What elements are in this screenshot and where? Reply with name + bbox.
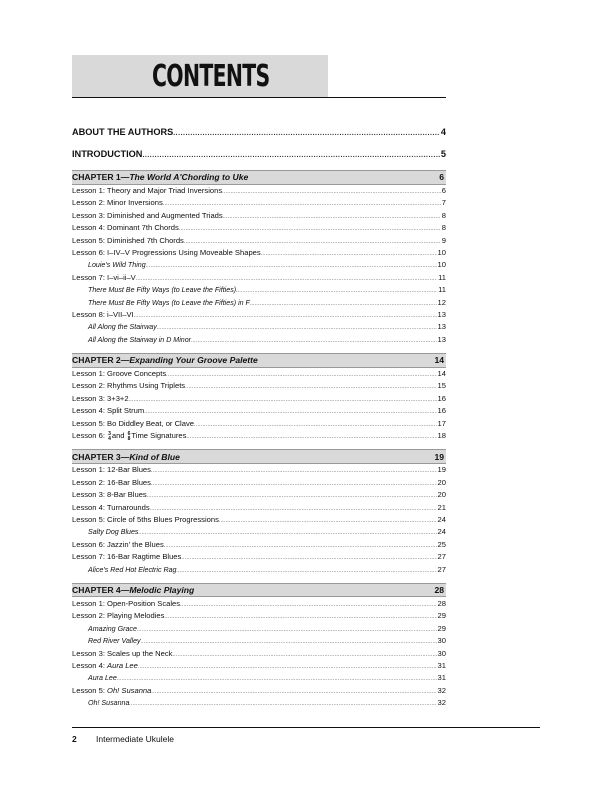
entry-label: There Must Be Fifty Ways (to Leave the Fifties) bbox=[88, 286, 237, 295]
toc-lesson[interactable] bbox=[72, 660, 446, 672]
entry-page: 9 bbox=[441, 235, 446, 245]
dot-leader bbox=[142, 144, 439, 166]
entry-label-group bbox=[72, 660, 138, 672]
entry-label: Lesson 5: Bo Diddley Beat, or Clave bbox=[72, 418, 194, 428]
chapter-heading[interactable] bbox=[72, 449, 446, 464]
chapter-prefix: CHAPTER 1— bbox=[72, 172, 130, 183]
dot-leader bbox=[172, 648, 436, 661]
entry-label-group bbox=[88, 623, 137, 635]
entry-label-group bbox=[88, 284, 236, 296]
table-of-contents bbox=[72, 122, 446, 716]
toc-lesson[interactable] bbox=[72, 685, 446, 697]
entry-label-group bbox=[88, 697, 129, 709]
entry-label-group bbox=[72, 539, 164, 551]
toc-subentry[interactable] bbox=[72, 284, 446, 296]
entry-page: 4 bbox=[440, 127, 446, 137]
entry-label: Lesson 2: Rhythms Using Triplets bbox=[72, 381, 186, 391]
entry-page: 21 bbox=[437, 502, 446, 512]
chapter-list bbox=[72, 170, 446, 709]
dot-leader bbox=[151, 685, 436, 698]
entry-label: Lesson 1: Theory and Major Triad Inversions bbox=[72, 186, 223, 195]
entry-label-group bbox=[88, 321, 157, 333]
entry-label-group bbox=[88, 564, 176, 576]
toc-subentry[interactable] bbox=[72, 334, 446, 346]
entry-label: Lesson 1: 12-Bar Blues bbox=[72, 465, 151, 475]
dot-leader bbox=[146, 259, 437, 272]
entry-label-group bbox=[72, 551, 181, 563]
entry-label: Lesson 3: Scales up the Neck bbox=[72, 648, 173, 658]
toc-subentry[interactable] bbox=[72, 635, 446, 647]
entry-page: 24 bbox=[437, 514, 446, 524]
entry-label: Lesson 3: 3+3+2 bbox=[72, 393, 129, 403]
entry-label-group bbox=[72, 464, 151, 476]
entry-page: 13 bbox=[437, 334, 446, 344]
entry-label: Lesson 6: bbox=[72, 431, 105, 441]
entry-label: ABOUT THE AUTHORS bbox=[72, 127, 174, 137]
dot-leader bbox=[222, 185, 441, 198]
dot-leader bbox=[185, 380, 436, 393]
toc-lesson[interactable] bbox=[72, 430, 446, 442]
time-signature-top: 3 bbox=[108, 431, 111, 438]
dot-leader bbox=[138, 660, 437, 673]
entry-label-group bbox=[72, 610, 164, 622]
entry-page: 15 bbox=[437, 381, 446, 391]
entry-label-group bbox=[72, 477, 151, 489]
toc-subentry[interactable] bbox=[72, 526, 446, 538]
toc-subentry[interactable] bbox=[72, 672, 446, 684]
dot-leader bbox=[136, 272, 437, 285]
toc-lesson[interactable] bbox=[72, 648, 446, 660]
entry-page: 16 bbox=[437, 393, 446, 403]
toc-lesson[interactable] bbox=[72, 222, 446, 234]
chapter-heading[interactable] bbox=[72, 170, 446, 185]
dot-leader bbox=[117, 672, 437, 685]
dot-leader bbox=[163, 197, 441, 210]
chapter-title bbox=[72, 172, 439, 182]
toc-lesson[interactable] bbox=[72, 210, 446, 222]
entry-page: 32 bbox=[437, 698, 446, 708]
entry-label-group bbox=[72, 272, 136, 284]
entry-label-group bbox=[72, 235, 184, 247]
entry-label-group bbox=[72, 405, 144, 417]
entry-label: Lesson 5: Diminished 7th Chords bbox=[72, 235, 184, 245]
entry-label-group bbox=[72, 598, 180, 610]
entry-label-group bbox=[72, 222, 179, 234]
dot-leader bbox=[164, 539, 437, 552]
toc-lesson[interactable] bbox=[72, 405, 446, 417]
entry-label: Red River Valley bbox=[88, 637, 141, 646]
dot-leader bbox=[236, 284, 437, 297]
entry-label: Lesson 6: I–IV–V Progressions Using Moveable Shapes bbox=[72, 247, 261, 257]
entry-song-title: Oh! Susanna bbox=[107, 685, 152, 695]
entry-page: 30 bbox=[437, 648, 446, 658]
entry-label: Louie's Wild Thing bbox=[88, 261, 146, 270]
dot-leader bbox=[223, 210, 441, 223]
entry-label-group bbox=[72, 418, 194, 430]
dot-leader bbox=[137, 623, 437, 636]
entry-page: 10 bbox=[437, 260, 446, 270]
entry-label: Lesson 7: I–vi–ii–V bbox=[72, 272, 136, 282]
entry-label-group bbox=[72, 210, 223, 222]
dot-leader bbox=[219, 514, 437, 527]
entry-label-group bbox=[72, 685, 151, 697]
entry-page: 18 bbox=[437, 431, 446, 441]
dot-leader bbox=[129, 393, 437, 406]
time-signature-bottom: 4 bbox=[108, 436, 111, 443]
dot-leader bbox=[144, 405, 436, 418]
dot-leader bbox=[147, 489, 437, 502]
toc-lesson[interactable] bbox=[72, 610, 446, 622]
toc-lesson[interactable] bbox=[72, 514, 446, 526]
entry-page: 24 bbox=[437, 527, 446, 537]
toc-subentry[interactable] bbox=[72, 297, 446, 309]
toc-lesson[interactable] bbox=[72, 551, 446, 563]
entry-label-group bbox=[72, 502, 150, 514]
footer-rule bbox=[72, 727, 540, 728]
entry-page: 13 bbox=[437, 309, 446, 319]
toc-subentry[interactable] bbox=[72, 623, 446, 635]
entry-page: 16 bbox=[437, 406, 446, 416]
toc-lesson[interactable] bbox=[72, 598, 446, 610]
entry-label: INTRODUCTION bbox=[72, 149, 143, 159]
entry-label-group bbox=[88, 526, 138, 538]
time-signature bbox=[108, 432, 111, 442]
dot-leader bbox=[181, 551, 436, 564]
chapter-subtitle: Kind of Blue bbox=[129, 451, 180, 462]
entry-label-mid: and bbox=[111, 431, 125, 441]
time-signature-bottom: 8 bbox=[127, 436, 131, 443]
entry-label: Lesson 3: 8-Bar Blues bbox=[72, 490, 147, 500]
toc-subentry[interactable] bbox=[72, 564, 446, 576]
toc-lesson[interactable] bbox=[72, 489, 446, 501]
footer-page-number: 2 bbox=[72, 734, 77, 744]
entry-label: Aura Lee bbox=[88, 674, 117, 683]
entry-page: 5 bbox=[440, 149, 446, 159]
entry-label: Lesson 1: Open-Position Scales bbox=[72, 598, 181, 608]
toc-subentry[interactable] bbox=[72, 697, 446, 709]
toc-lesson[interactable] bbox=[72, 185, 446, 197]
entry-label: Salty Dog Blues bbox=[88, 528, 139, 537]
entry-page: 20 bbox=[437, 477, 446, 487]
entry-label-group bbox=[88, 259, 146, 271]
footer-book-title: Intermediate Ukulele bbox=[96, 734, 174, 744]
chapter-group bbox=[72, 353, 446, 442]
entry-page: 32 bbox=[437, 685, 446, 695]
chapter-prefix: CHAPTER 3— bbox=[72, 451, 130, 462]
entry-label: Lesson 6: Jazzin' the Blues bbox=[72, 539, 164, 549]
time-signature-top: 6 bbox=[127, 431, 131, 438]
chapter-subtitle: The World A'Chording to Uke bbox=[129, 172, 249, 183]
chapter-prefix: CHAPTER 2— bbox=[72, 355, 130, 366]
entry-label: Lesson 4: bbox=[72, 660, 108, 670]
chapter-page: 19 bbox=[434, 451, 444, 462]
dot-leader bbox=[164, 610, 436, 623]
entry-label: Lesson 4: Split Strum bbox=[72, 406, 145, 416]
entry-page: 27 bbox=[437, 564, 446, 574]
chapter-subtitle: Expanding Your Groove Palette bbox=[129, 355, 258, 366]
chapter-page: 6 bbox=[439, 172, 444, 183]
toc-lesson[interactable] bbox=[72, 539, 446, 551]
dot-leader bbox=[141, 635, 437, 648]
entry-label: Amazing Grace bbox=[88, 624, 137, 633]
entry-label: Alice's Red Hot Electric Rag bbox=[88, 565, 177, 574]
entry-page: 29 bbox=[437, 623, 446, 633]
toc-lesson[interactable] bbox=[72, 368, 446, 380]
dot-leader bbox=[250, 297, 437, 310]
entry-label: Lesson 2: 16-Bar Blues bbox=[72, 477, 151, 487]
entry-label-group bbox=[88, 334, 191, 346]
entry-label-group bbox=[72, 309, 134, 321]
toc-entry-front[interactable] bbox=[72, 122, 446, 142]
dot-leader bbox=[186, 430, 436, 443]
chapter-title bbox=[72, 585, 434, 595]
front-matter bbox=[72, 122, 446, 164]
dot-leader bbox=[138, 526, 436, 539]
entry-page: 28 bbox=[437, 598, 446, 608]
entry-label: Lesson 4: Dominant 7th Chords bbox=[72, 223, 179, 233]
entry-label-group bbox=[72, 430, 186, 442]
toc-lesson[interactable] bbox=[72, 247, 446, 259]
dot-leader bbox=[191, 334, 437, 347]
entry-label: Lesson 8: i–VII–VI bbox=[72, 309, 134, 319]
entry-page: 20 bbox=[437, 490, 446, 500]
dot-leader bbox=[180, 598, 436, 611]
dot-leader bbox=[157, 321, 437, 334]
title-rule bbox=[72, 97, 446, 98]
entry-label-group bbox=[72, 247, 261, 259]
entry-label: Lesson 5: Circle of 5ths Blues Progressions bbox=[72, 514, 219, 524]
entry-page: 27 bbox=[437, 552, 446, 562]
entry-page: 31 bbox=[437, 673, 446, 683]
entry-page: 31 bbox=[437, 660, 446, 670]
chapter-group bbox=[72, 583, 446, 710]
dot-leader bbox=[261, 247, 437, 260]
entry-label-group bbox=[72, 648, 172, 660]
toc-lesson[interactable] bbox=[72, 464, 446, 476]
entry-page: 7 bbox=[441, 198, 446, 208]
entry-label-group bbox=[72, 489, 147, 501]
entry-label: Lesson 2: Minor Inversions bbox=[72, 198, 163, 208]
entry-label: Lesson 7: 16-Bar Ragtime Blues bbox=[72, 552, 182, 562]
dot-leader bbox=[184, 235, 441, 248]
entry-label-group bbox=[88, 635, 141, 647]
chapter-heading[interactable] bbox=[72, 583, 446, 598]
chapter-group bbox=[72, 449, 446, 576]
entry-label: Lesson 2: Playing Melodies bbox=[72, 611, 165, 621]
dot-leader bbox=[173, 122, 440, 144]
entry-label: Lesson 3: Diminished and Augmented Triads bbox=[72, 210, 223, 220]
dot-leader bbox=[151, 464, 437, 477]
dot-leader bbox=[134, 309, 437, 322]
toc-lesson[interactable] bbox=[72, 418, 446, 430]
toc-lesson[interactable] bbox=[72, 393, 446, 405]
entry-page: 11 bbox=[438, 285, 446, 295]
toc-lesson[interactable] bbox=[72, 380, 446, 392]
entry-page: 12 bbox=[437, 297, 446, 307]
entry-song-title: Aura Lee bbox=[107, 660, 138, 670]
dot-leader bbox=[176, 564, 436, 577]
chapter-title bbox=[72, 452, 434, 462]
dot-leader bbox=[166, 368, 436, 381]
toc-lesson[interactable] bbox=[72, 272, 446, 284]
entry-page: 13 bbox=[437, 322, 446, 332]
toc-subentry[interactable] bbox=[72, 321, 446, 333]
entry-label-group bbox=[72, 368, 166, 380]
dot-leader bbox=[150, 502, 437, 515]
entry-page: 11 bbox=[438, 272, 446, 282]
entry-page: 25 bbox=[437, 539, 446, 549]
entry-label: Oh! Susanna bbox=[88, 699, 130, 708]
entry-page: 8 bbox=[441, 210, 446, 220]
dot-leader bbox=[194, 418, 437, 431]
chapter-page: 14 bbox=[434, 355, 444, 366]
entry-label-group bbox=[72, 514, 219, 526]
entry-page: 14 bbox=[437, 369, 446, 379]
time-signature bbox=[128, 432, 131, 442]
toc-entry-front[interactable] bbox=[72, 144, 446, 164]
entry-label-group bbox=[88, 297, 250, 309]
toc-lesson[interactable] bbox=[72, 197, 446, 209]
entry-page: 17 bbox=[437, 418, 446, 428]
entry-label: There Must Be Fifty Ways (to Leave the Fifties) in F bbox=[88, 298, 250, 307]
entry-label-group bbox=[72, 393, 129, 405]
dot-leader bbox=[151, 477, 437, 490]
chapter-title bbox=[72, 355, 434, 365]
toc-lesson[interactable] bbox=[72, 235, 446, 247]
entry-page: 10 bbox=[437, 247, 446, 257]
entry-label: Lesson 5: bbox=[72, 685, 108, 695]
entry-label-tail: Time Signatures bbox=[131, 431, 187, 441]
toc-subentry[interactable] bbox=[72, 259, 446, 271]
entry-label: All Along the Stairway in D Minor bbox=[88, 335, 192, 344]
chapter-subtitle: Melodic Playing bbox=[129, 585, 195, 596]
toc-lesson[interactable] bbox=[72, 309, 446, 321]
dot-leader bbox=[179, 222, 441, 235]
toc-lesson[interactable] bbox=[72, 502, 446, 514]
chapter-prefix: CHAPTER 4— bbox=[72, 585, 130, 596]
chapter-page: 28 bbox=[434, 585, 444, 596]
dot-leader bbox=[129, 697, 436, 710]
entry-label-group bbox=[88, 672, 117, 684]
entry-page: 30 bbox=[437, 636, 446, 646]
chapter-group bbox=[72, 170, 446, 346]
page-title: CONTENTS bbox=[152, 59, 270, 94]
entry-page: 8 bbox=[441, 223, 446, 233]
entry-page: 6 bbox=[441, 186, 446, 195]
entry-label: Lesson 4: Turnarounds bbox=[72, 502, 150, 512]
entry-label: All Along the Stairway bbox=[88, 323, 157, 332]
entry-page: 19 bbox=[437, 465, 446, 475]
chapter-heading[interactable] bbox=[72, 353, 446, 368]
toc-lesson[interactable] bbox=[72, 477, 446, 489]
entry-label-group bbox=[72, 380, 185, 392]
entry-label: Lesson 1: Groove Concepts bbox=[72, 369, 167, 379]
entry-page: 29 bbox=[437, 611, 446, 621]
entry-label-group bbox=[72, 185, 222, 197]
entry-label-group bbox=[72, 197, 163, 209]
